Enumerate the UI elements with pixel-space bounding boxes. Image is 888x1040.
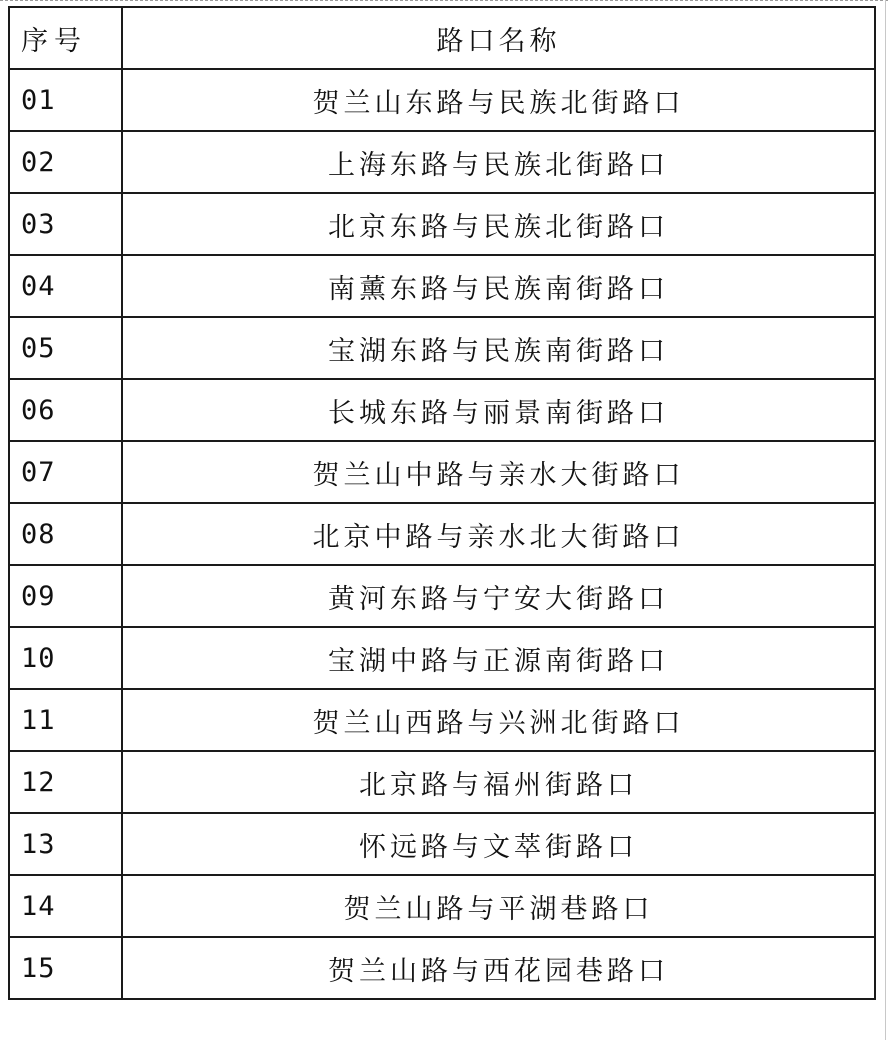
intersection-name: 贺兰山西路与兴洲北街路口 [122,689,875,751]
row-number: 14 [9,875,122,937]
intersection-name: 南薰东路与民族南街路口 [122,255,875,317]
table-row [9,937,875,999]
table-row [9,317,875,379]
row-number: 13 [9,813,122,875]
table-row [9,627,875,689]
intersection-table [8,6,876,1000]
table-row [9,751,875,813]
row-number: 12 [9,751,122,813]
table-row [9,69,875,131]
page-right-edge [885,0,886,1040]
intersection-name: 宝湖中路与正源南街路口 [122,627,875,689]
intersection-name: 贺兰山路与西花园巷路口 [122,937,875,999]
intersection-name: 贺兰山东路与民族北街路口 [122,69,875,131]
table-header-row [9,7,875,69]
intersection-name: 上海东路与民族北街路口 [122,131,875,193]
intersection-name: 北京东路与民族北街路口 [122,193,875,255]
row-number: 05 [9,317,122,379]
table-row [9,441,875,503]
row-number: 01 [9,69,122,131]
table-row [9,875,875,937]
header-number: 序号 [9,7,122,69]
table-row [9,813,875,875]
row-number: 06 [9,379,122,441]
intersection-name: 怀远路与文萃街路口 [122,813,875,875]
row-number: 15 [9,937,122,999]
table-row [9,503,875,565]
intersection-name: 北京路与福州街路口 [122,751,875,813]
row-number: 09 [9,565,122,627]
row-number: 11 [9,689,122,751]
table-row [9,565,875,627]
table-row [9,193,875,255]
table-row [9,255,875,317]
intersection-name: 北京中路与亲水北大街路口 [122,503,875,565]
row-number: 07 [9,441,122,503]
intersection-name: 宝湖东路与民族南街路口 [122,317,875,379]
page-top-edge [0,0,888,1]
row-number: 04 [9,255,122,317]
row-number: 03 [9,193,122,255]
table-row [9,379,875,441]
header-name: 路口名称 [122,7,875,69]
row-number: 08 [9,503,122,565]
intersection-name: 贺兰山路与平湖巷路口 [122,875,875,937]
row-number: 10 [9,627,122,689]
intersection-name: 贺兰山中路与亲水大街路口 [122,441,875,503]
intersection-name: 长城东路与丽景南街路口 [122,379,875,441]
row-number: 02 [9,131,122,193]
table-row [9,131,875,193]
table-row [9,689,875,751]
intersection-name: 黄河东路与宁安大街路口 [122,565,875,627]
